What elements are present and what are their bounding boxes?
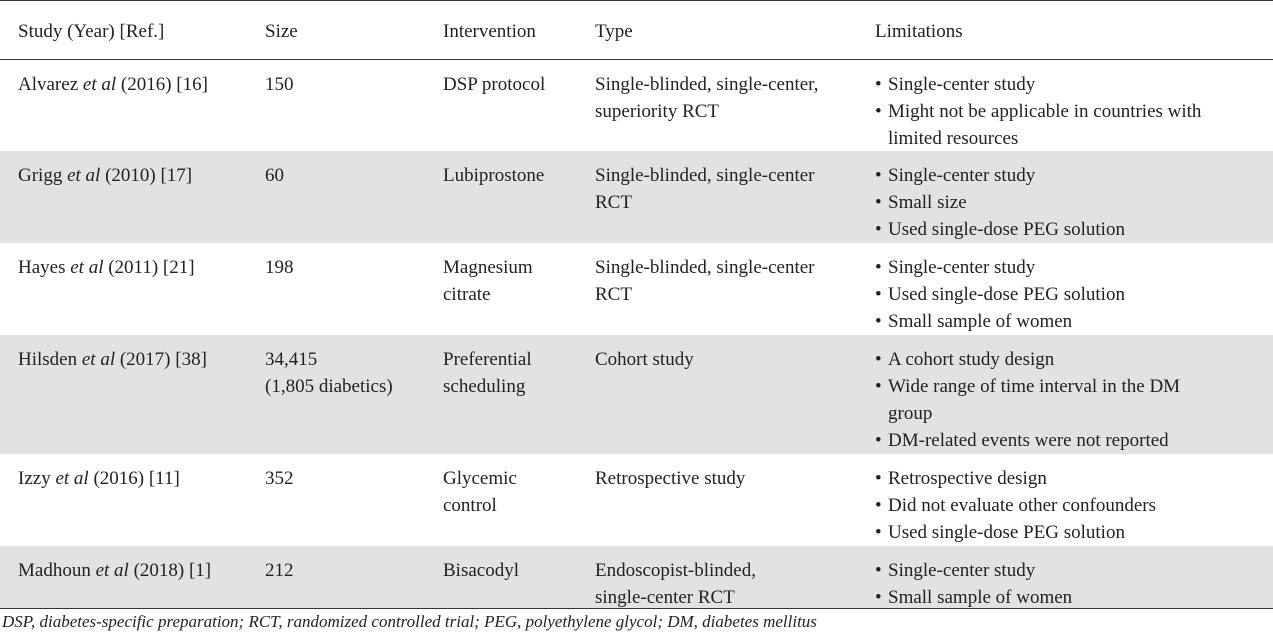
size-cell: 150 <box>265 74 294 95</box>
type-cell: Single-blinded, single-center, superiority RCT <box>595 74 819 122</box>
type-cell: Single-blinded, single-center RCT <box>595 257 815 305</box>
et-al: et al <box>67 165 101 186</box>
year-ref: (2018) [1] <box>128 560 212 581</box>
limitation-item: • Single-center study <box>875 162 1273 189</box>
author: Izzy <box>18 468 51 489</box>
author: Madhoun <box>18 560 91 581</box>
year-ref: (2017) [38] <box>115 349 207 370</box>
limitation-item: • Used single-dose PEG solution <box>875 519 1273 546</box>
limitation-item: • Small sample of women <box>875 308 1273 335</box>
year-ref: (2016) [11] <box>88 468 180 489</box>
et-al: et al <box>95 560 129 581</box>
limitations-cell <box>875 71 1273 152</box>
intervention-cell: Magnesium citrate <box>443 257 533 305</box>
author: Grigg <box>18 165 63 186</box>
limitation-item: • Small size <box>875 189 1273 216</box>
limitations-cell <box>875 346 1273 454</box>
size-cell: 198 <box>265 257 294 278</box>
header-intervention: Intervention <box>443 21 536 42</box>
table-row <box>0 335 1273 454</box>
type-cell: Single-blinded, single-center RCT <box>595 165 815 213</box>
intervention-cell: Glycemic control <box>443 468 517 516</box>
limitation-item: • A cohort study design <box>875 346 1273 373</box>
intervention-cell: Lubiprostone <box>443 165 545 186</box>
limitation-item: • Used single-dose PEG solution <box>875 216 1273 243</box>
et-al: et al <box>81 349 116 370</box>
et-al: et al <box>82 74 117 95</box>
header-type: Type <box>595 21 633 42</box>
author: Hilsden <box>18 349 78 370</box>
limitation-item: • Single-center study <box>875 71 1273 98</box>
et-al: et al <box>55 468 89 489</box>
table-row <box>0 546 1273 609</box>
limitation-item: • DM-related events were not reported <box>875 427 1273 454</box>
limitation-item: • Single-center study <box>875 254 1273 281</box>
size-cell: 212 <box>265 560 294 581</box>
study-cell <box>0 254 265 281</box>
limitations-cell <box>875 254 1273 335</box>
table-bottom-rule <box>0 608 1273 609</box>
study-cell <box>0 465 265 492</box>
limitation-item: • Retrospective design <box>875 465 1273 492</box>
author: Alvarez <box>18 74 79 95</box>
table-row <box>0 60 1273 151</box>
limitation-item: • Did not evaluate other confounders <box>875 492 1273 519</box>
size-cell: 34,415 (1,805 diabetics) <box>265 349 393 397</box>
year-ref: (2016) [16] <box>116 74 208 95</box>
author: Hayes <box>18 257 66 278</box>
type-cell: Endoscopist-blinded, single-center RCT <box>595 560 756 608</box>
limitations-cell <box>875 162 1273 243</box>
study-cell <box>0 71 265 98</box>
type-cell: Cohort study <box>595 349 694 370</box>
study-cell <box>0 162 265 189</box>
table-header-row <box>0 0 1273 60</box>
limitation-item: • Wide range of time interval in the DM group <box>875 373 1273 427</box>
intervention-cell: DSP protocol <box>443 74 546 95</box>
type-cell: Retrospective study <box>595 468 746 489</box>
table-row <box>0 454 1273 546</box>
limitations-cell <box>875 557 1273 611</box>
study-cell <box>0 557 265 584</box>
header-limitations: Limitations <box>875 21 963 42</box>
table-footnote: DSP, diabetes-specific preparation; RCT, randomized controlled trial; PEG, polyethylene glycol; DM, diabetes mellitus <box>2 612 817 631</box>
size-cell: 60 <box>265 165 284 186</box>
year-ref: (2011) [21] <box>103 257 195 278</box>
et-al: et al <box>70 257 104 278</box>
limitation-item: • Used single-dose PEG solution <box>875 281 1273 308</box>
limitation-item: • Might not be applicable in countries with limited resources <box>875 98 1273 152</box>
year-ref: (2010) [17] <box>100 165 193 186</box>
table-row <box>0 151 1273 243</box>
study-cell <box>0 346 265 373</box>
table-row <box>0 243 1273 335</box>
limitation-item: • Single-center study <box>875 557 1273 584</box>
header-study: Study (Year) [Ref.] <box>18 21 165 42</box>
size-cell: 352 <box>265 468 294 489</box>
intervention-cell: Bisacodyl <box>443 560 519 581</box>
intervention-cell: Preferential scheduling <box>443 349 532 397</box>
limitations-cell <box>875 465 1273 546</box>
limitation-item: • Small sample of women <box>875 584 1273 611</box>
header-size: Size <box>265 21 298 42</box>
